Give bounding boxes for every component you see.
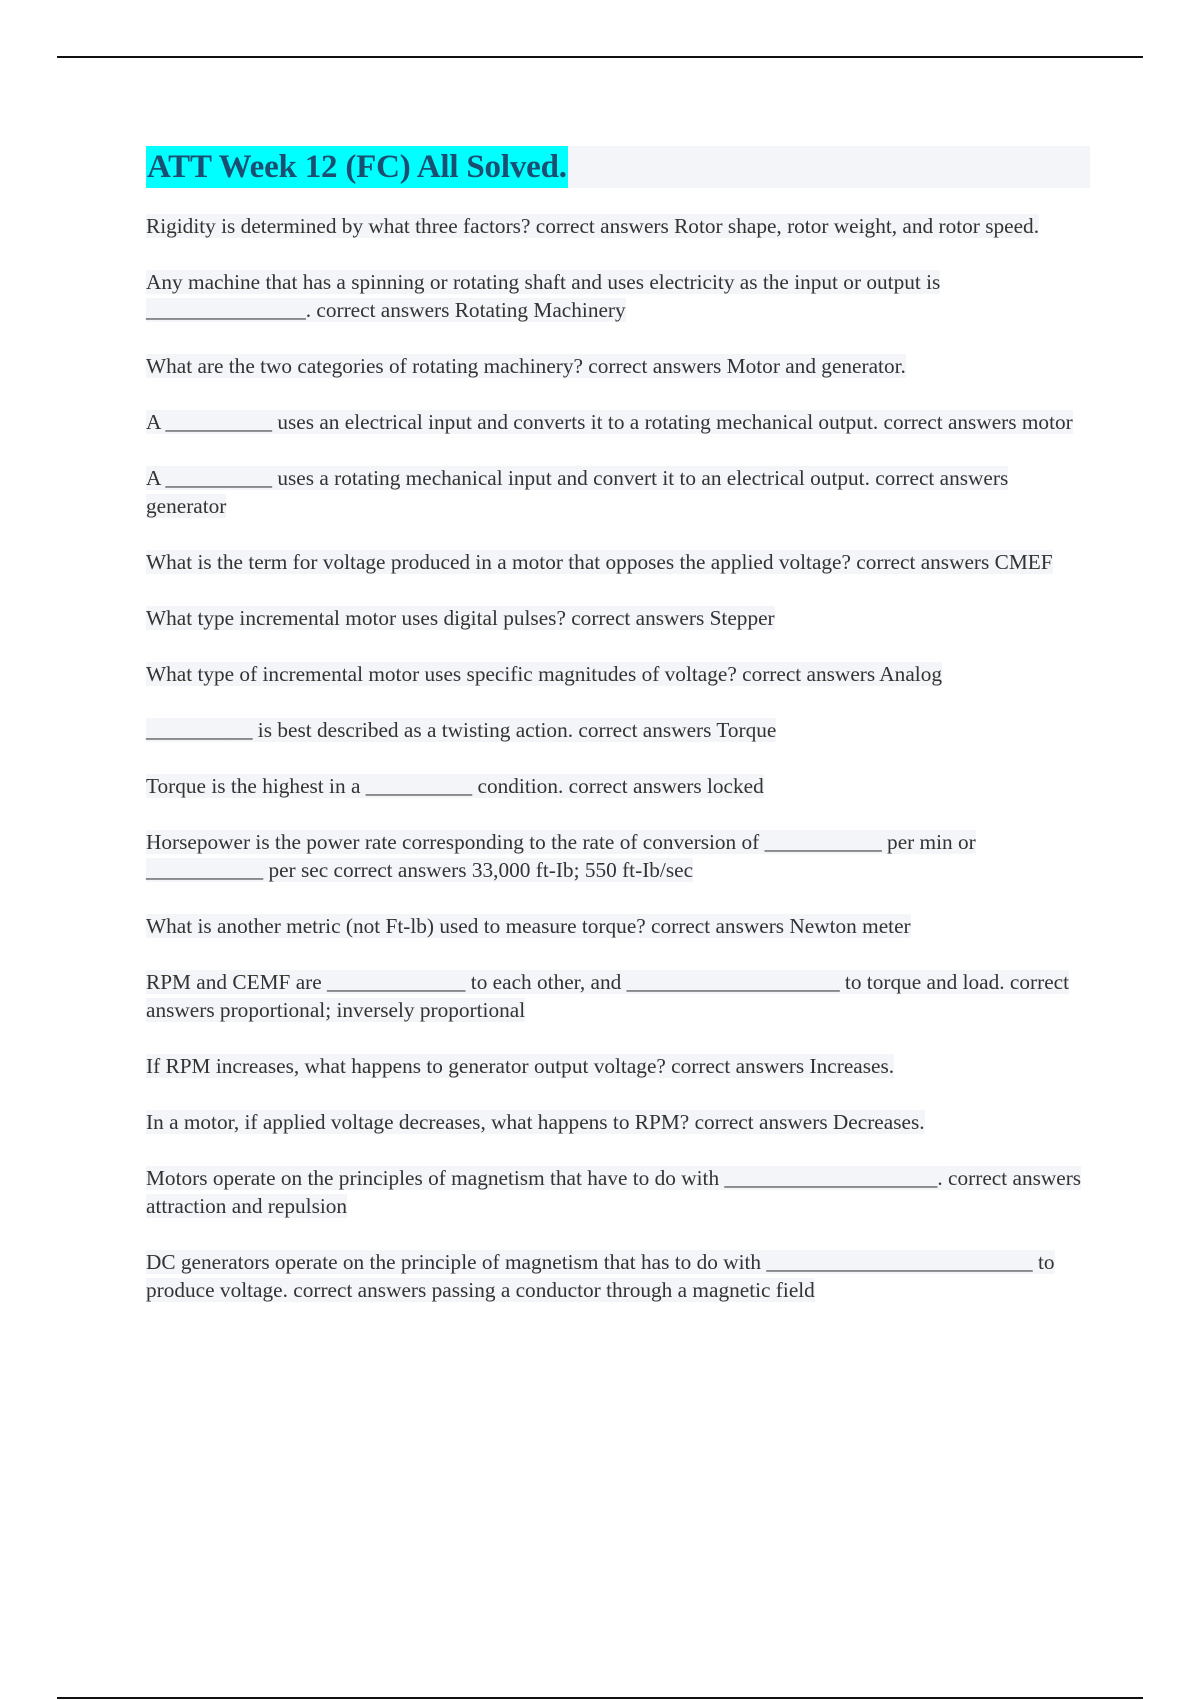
title-band	[146, 146, 1090, 188]
qa-item: What is the term for voltage produced in a motor that opposes the applied voltage? correct answers CMEF	[146, 550, 1053, 574]
qa-item: In a motor, if applied voltage decreases, what happens to RPM? correct answers Decreases.	[146, 1110, 925, 1134]
qa-item: What are the two categories of rotating machinery? correct answers Motor and generator.	[146, 354, 906, 378]
qa-item: DC generators operate on the principle of magnetism that has to do with _________________________ to produce voltage. correct answers passing a conductor through a magnetic field	[146, 1250, 1055, 1302]
document-body	[146, 146, 1090, 1332]
qa-item: A __________ uses a rotating mechanical input and convert it to an electrical output. correct answers generator	[146, 466, 1009, 518]
qa-item: __________ is best described as a twisting action. correct answers Torque	[146, 718, 777, 742]
qa-item: What type of incremental motor uses specific magnitudes of voltage? correct answers Analog	[146, 662, 942, 686]
qa-item: A __________ uses an electrical input and converts it to a rotating mechanical output. correct answers motor	[146, 410, 1073, 434]
qa-item: RPM and CEMF are _____________ to each other, and ____________________ to torque and load. correct answers proportional; inversely proportional	[146, 970, 1070, 1022]
header-rule	[57, 56, 1143, 58]
footer-rule	[57, 1697, 1143, 1699]
qa-item: Torque is the highest in a __________ condition. correct answers locked	[146, 774, 764, 798]
qa-item: Rigidity is determined by what three factors? correct answers Rotor shape, rotor weight, and rotor speed.	[146, 214, 1040, 238]
qa-item: If RPM increases, what happens to generator output voltage? correct answers Increases.	[146, 1054, 895, 1078]
qa-item: Motors operate on the principles of magnetism that have to do with ____________________. correct answers attraction and repulsion	[146, 1166, 1082, 1218]
qa-item: Any machine that has a spinning or rotating shaft and uses electricity as the input or output is _______________. correct answers Rotating Machinery	[146, 270, 941, 322]
qa-item: What type incremental motor uses digital pulses? correct answers Stepper	[146, 606, 775, 630]
qa-item: What is another metric (not Ft-lb) used to measure torque? correct answers Newton meter	[146, 914, 911, 938]
qa-item: Horsepower is the power rate corresponding to the rate of conversion of ___________ per min or ___________ per sec correct answers 33,000 ft-Ib; 550 ft-Ib/sec	[146, 830, 976, 882]
document-title: ATT Week 12 (FC) All Solved.	[146, 146, 568, 188]
